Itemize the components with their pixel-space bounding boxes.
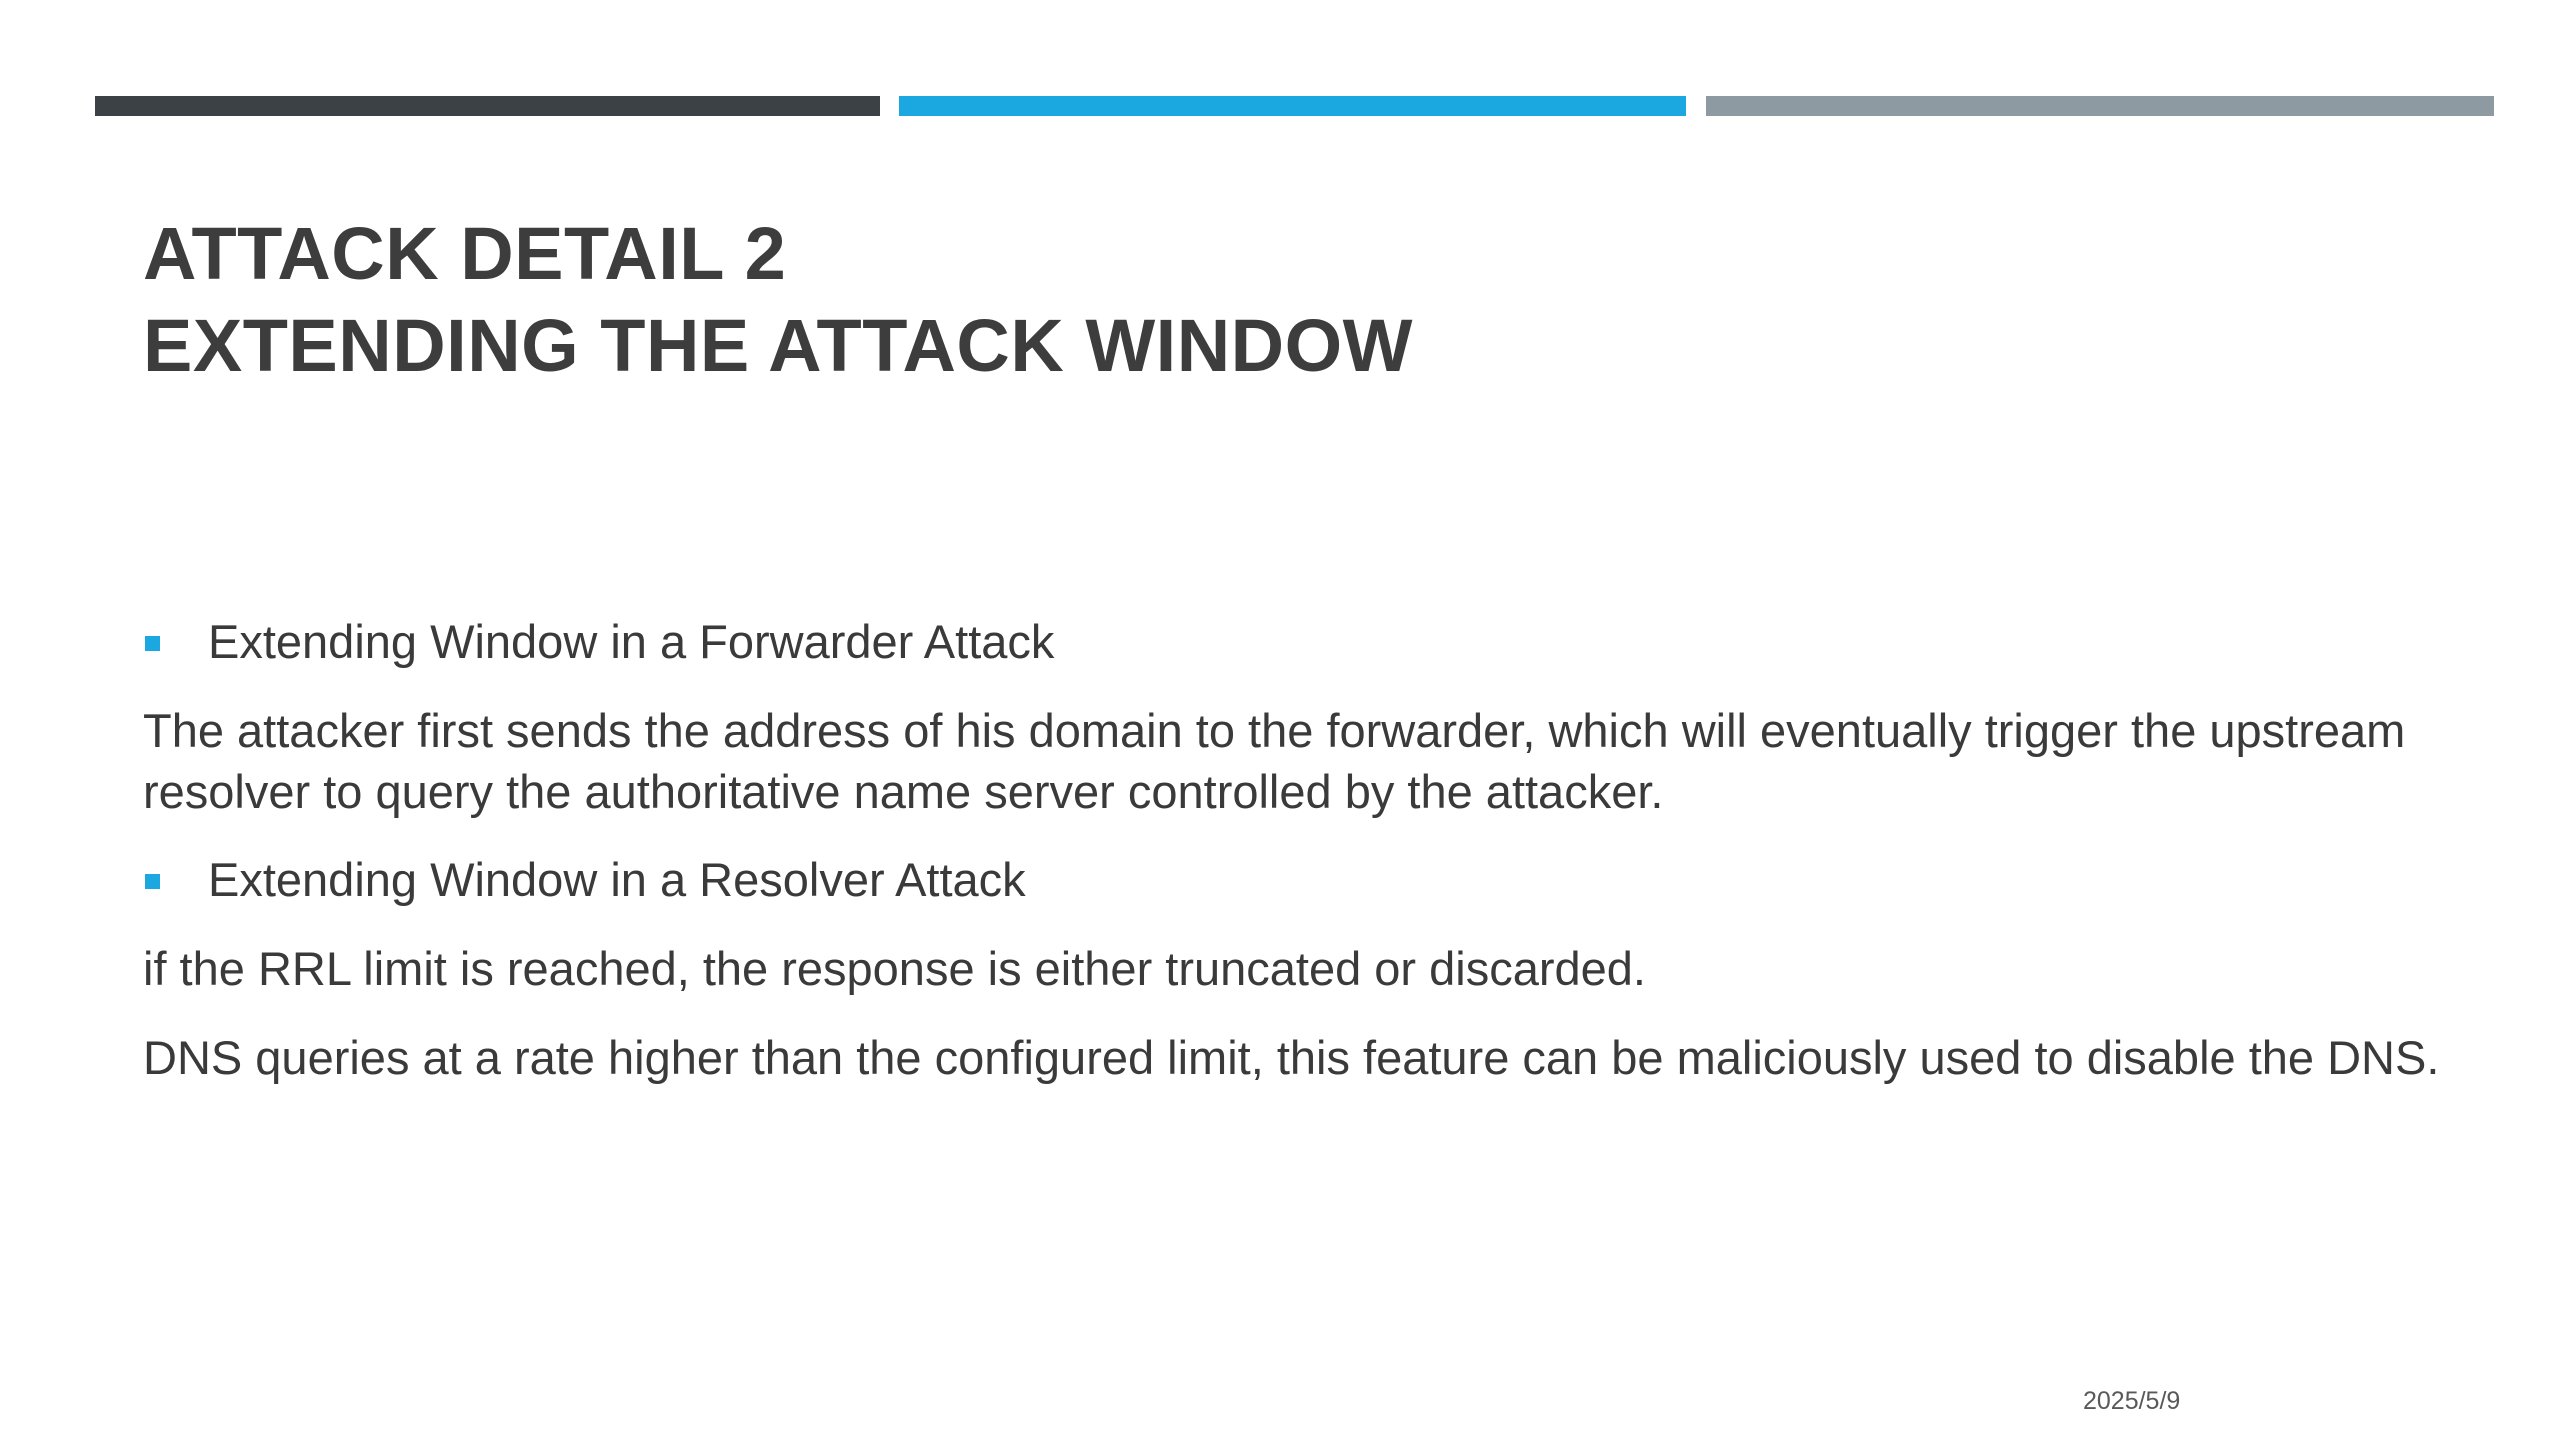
bullet-text: Extending Window in a Forwarder Attack (208, 615, 1055, 668)
title-line-2: EXTENDING THE ATTACK WINDOW (143, 304, 1414, 387)
bullet-item (143, 612, 2443, 672)
header-bar-dark (95, 96, 880, 116)
slide-date: 2025/5/9 (2083, 1387, 2181, 1415)
body-paragraph: if the RRL limit is reached, the response is either truncated or discarded. (143, 942, 1646, 995)
header-bar-accent (899, 96, 1686, 116)
body-paragraph: DNS queries at a rate higher than the configured limit, this feature can be maliciously used to disable the DNS. (143, 1031, 2440, 1084)
header-bar-gray (1706, 96, 2494, 116)
slide-body (143, 612, 2443, 1116)
square-bullet-icon (145, 636, 160, 651)
title-line-1: ATTACK DETAIL 2 (143, 212, 787, 295)
slide-title (143, 208, 2393, 392)
square-bullet-icon (145, 874, 160, 889)
bullet-item (143, 850, 2443, 910)
body-paragraph: The attacker first sends the address of his domain to the forwarder, which will eventually trigger the upstream resolver to query the authoritative name server controlled by the attacker. (143, 704, 2406, 818)
bullet-text: Extending Window in a Resolver Attack (208, 853, 1026, 906)
